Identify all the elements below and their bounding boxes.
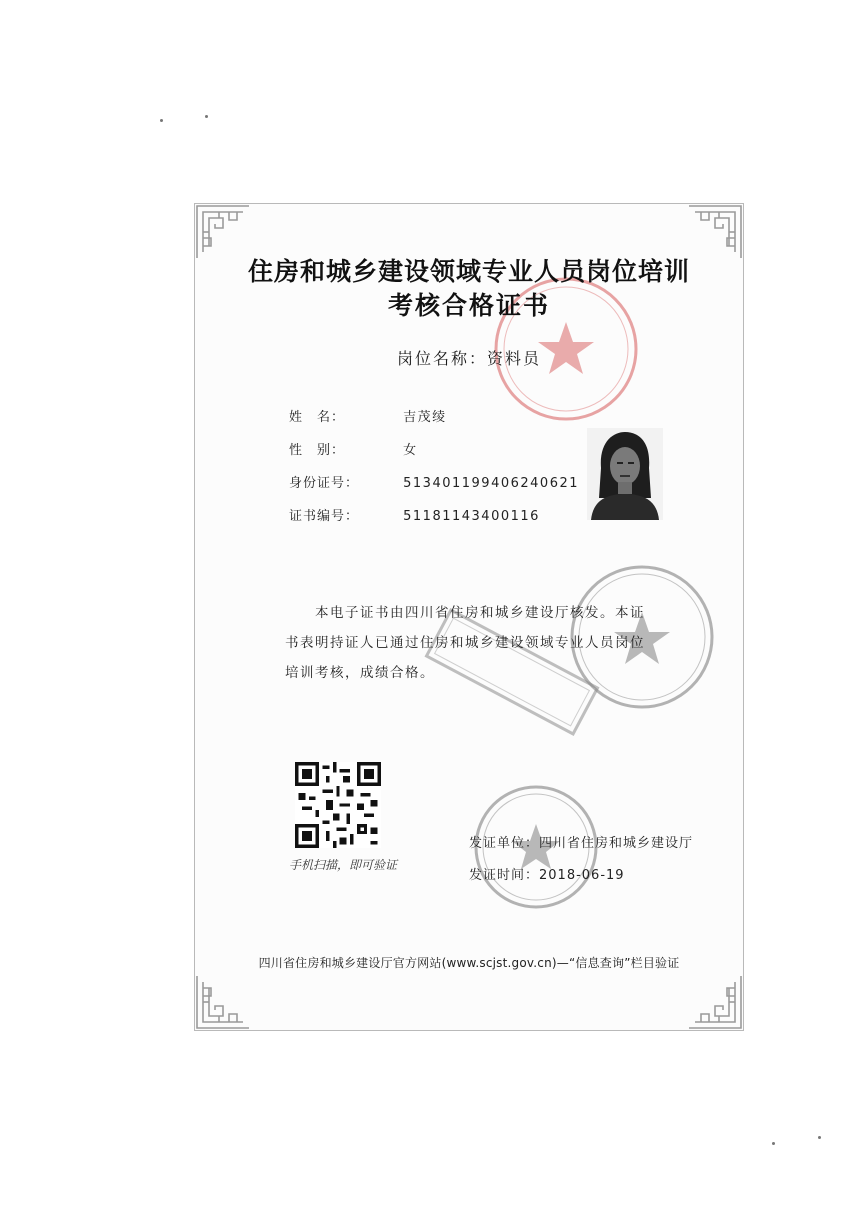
field-label: 身份证号： [289, 476, 360, 491]
qr-code[interactable] [295, 762, 381, 848]
scan-speck [772, 1142, 775, 1145]
field-value: 513401199406240621 [403, 476, 580, 491]
field-value: 吉茂绫 [403, 410, 447, 425]
field-label: 证书编号： [289, 509, 360, 524]
field-value: 51181143400116 [403, 509, 540, 524]
scan-speck [205, 115, 208, 118]
certificate-statement [285, 598, 665, 688]
field-name [289, 406, 447, 425]
statement-line: 本电子证书由四川省住房和城乡建设厅核发。本证 [315, 605, 645, 621]
qr-caption: 手机扫描，即可验证 [289, 858, 398, 872]
certificate-subtitle: 考核合格证书 [387, 291, 550, 320]
field-label: 性 别： [289, 443, 346, 458]
scan-speck [160, 119, 163, 122]
corner-ornament [685, 972, 745, 1032]
scan-speck [818, 1136, 821, 1139]
issuing-authority: 发证单位：四川省住房和城乡建设厅 [469, 836, 694, 851]
certificate-frame [194, 203, 744, 1031]
statement-line: 培训考核，成绩合格。 [285, 665, 435, 681]
holder-photo [587, 428, 663, 520]
position-name: 岗位名称：资料员 [396, 349, 541, 368]
field-gender [289, 439, 418, 458]
field-label: 姓 名： [289, 410, 346, 425]
corner-ornament [193, 972, 253, 1032]
issue-date: 发证时间：2018-06-19 [469, 868, 625, 883]
field-cert-number [289, 505, 540, 524]
field-value: 女 [403, 443, 418, 458]
verification-footer: 四川省住房和城乡建设厅官方网站(www.scjst.gov.cn)—“信息查询”栏目验证 [258, 956, 680, 970]
certificate-title: 住房和城乡建设领域专业人员岗位培训 [247, 257, 690, 286]
field-id-number [289, 472, 579, 491]
statement-line: 书表明持证人已通过住房和城乡建设领域专业人员岗位 [285, 635, 645, 651]
